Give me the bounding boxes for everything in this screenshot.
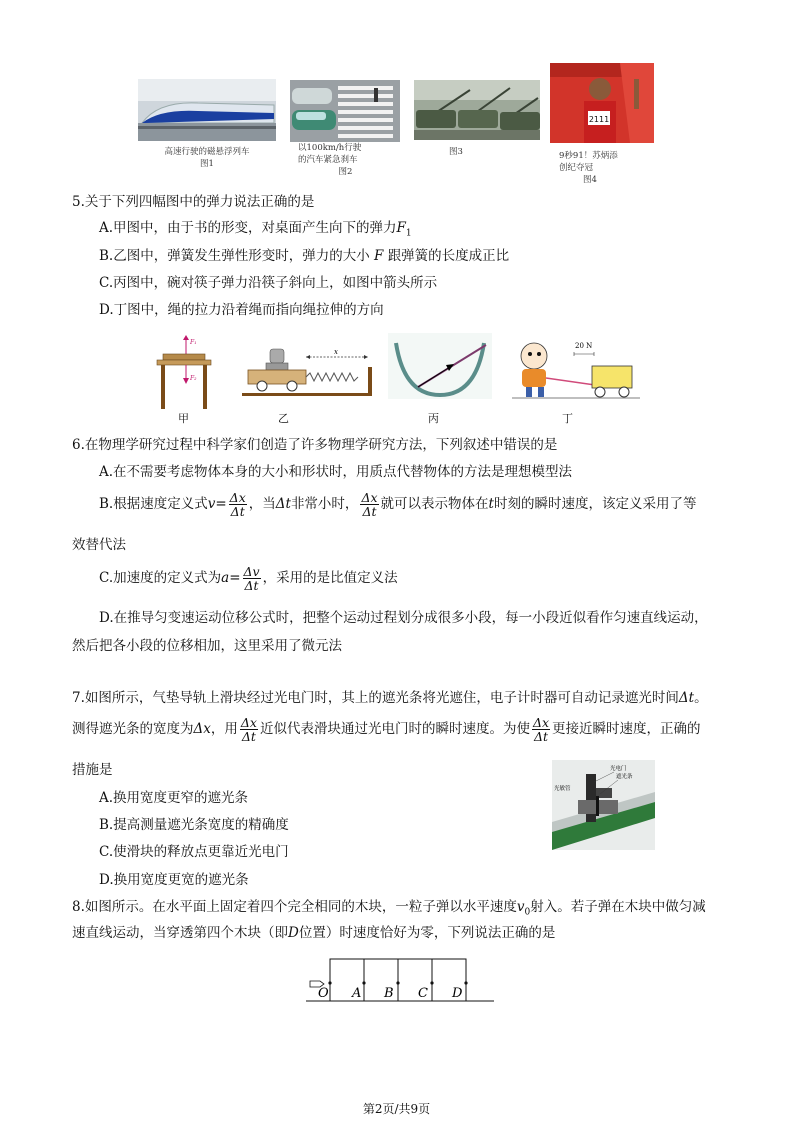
- photo-1-caption: 高速行驶的磁悬浮列车 图1: [164, 147, 250, 169]
- maglev-train-photo: [138, 79, 276, 141]
- sprinter-photo: [550, 63, 654, 143]
- bullet-wood-blocks-figure: [306, 957, 494, 1005]
- fig-label-yi: 乙: [278, 412, 289, 425]
- light-tube-label: 光敏管: [554, 786, 571, 792]
- q6-option-d: D.在推导匀变速运动位移公式时，把整个运动过程划分成很多小段，每一小段近似看作匀速直线运动，: [99, 610, 708, 626]
- q5-option-a: A.甲图中，由于书的形变，对桌面产生向下的弹力$F_1$: [99, 220, 412, 239]
- q6-stem: 6.在物理学研究过程中科学家们创造了许多物理学研究方法，下列叙述中错误的是: [72, 437, 558, 453]
- point-a-label: A: [352, 986, 362, 1001]
- photo-2-caption: 以100km/h行驶 的汽车紧急刹车 图2: [298, 143, 362, 177]
- figure-ding-boy-pulling-cart: [512, 336, 640, 402]
- q7-option-d: D.换用宽度更宽的遮光条: [99, 872, 249, 888]
- q7-line-3: 措施是: [72, 762, 113, 778]
- q7-option-a: A.换用宽度更窄的遮光条: [99, 790, 249, 806]
- figure-jia-book-on-table: [155, 334, 215, 410]
- fig-label-jia: 甲: [178, 412, 189, 425]
- q5-option-b: B.乙图中，弹簧发生弹性形变时，弹力的大小 F 跟弹簧的长度成正比: [99, 248, 510, 264]
- fraction-dx-dt: $\frac{\Delta x}{\Delta t}$: [229, 490, 246, 519]
- q5-option-d: D.丁图中，绳的拉力沿着绳而指向绳拉伸的方向: [99, 302, 384, 318]
- point-c-label: C: [418, 986, 428, 1001]
- photo-4-caption: 9秒91！苏炳添 创纪夺冠 图4: [559, 151, 618, 185]
- q6-option-b-cont: 效替代法: [72, 537, 126, 553]
- q6-option-c: C.加速度的定义式为a= $\frac{\Delta v}{\Delta t}$ ，采用的是比值定义法: [99, 564, 398, 593]
- photo-3-caption: 图3: [449, 147, 463, 157]
- photogate-photo: [552, 760, 655, 850]
- fraction-dx-dt: $\frac{\Delta x}{\Delta t}$: [532, 715, 550, 744]
- fig-label-ding: 丁: [562, 412, 573, 425]
- figure-yi-cart-spring: [240, 345, 375, 400]
- force-20n-label: 20 N: [575, 342, 593, 350]
- q8-line-2: 速直线运动，当穿透第四个木块（即D位置）时速度恰好为零，下列说法正确的是: [72, 925, 556, 941]
- fraction-dx-dt: $\frac{\Delta x}{\Delta t}$: [240, 715, 257, 744]
- tanks-photo: [414, 80, 540, 140]
- page-number: 第2页/共9页: [362, 1102, 431, 1116]
- photogate-label: 光电门: [610, 766, 627, 772]
- bib-number: 2111: [588, 115, 610, 124]
- light-strip-label: 遮光条: [616, 774, 633, 780]
- force-f1-label: F₁: [190, 339, 197, 346]
- point-b-label: B: [384, 986, 394, 1001]
- force-f2-label: F₂: [190, 375, 197, 382]
- fraction-dv-dt: $\frac{\Delta v}{\Delta t}$: [243, 564, 260, 593]
- car-braking-photo: [290, 80, 400, 142]
- q5-stem: 5.关于下列四幅图中的弹力说法正确的是: [72, 194, 315, 210]
- q6-option-d-cont: 然后把各小段的位移相加，这里采用了微元法: [72, 638, 342, 654]
- point-d-label: D: [452, 986, 463, 1001]
- q6-option-a: A.在不需要考虑物体本身的大小和形状时，用质点代替物体的方法是理想模型法: [99, 464, 573, 480]
- q5-option-c: C.丙图中，碗对筷子弹力沿筷子斜向上，如图中箭头所示: [99, 275, 438, 291]
- point-o-label: O: [318, 986, 329, 1001]
- q7-option-b: B.提高测量遮光条宽度的精确度: [99, 817, 289, 833]
- q7-line-1: 7.如图所示，气垫导轨上滑块经过光电门时，其上的遮光条将光遮住，电子计时器可自动记录遮光时间Δt。: [72, 690, 708, 706]
- figure-bing-bowl-chopstick: [388, 333, 492, 399]
- spring-x-label: x: [334, 348, 338, 356]
- q6-option-b: B.根据速度定义式v= $\frac{\Delta x}{\Delta t}$ ，当Δt非常小时， $\frac{\Delta x}{\Delta t}$ 就可以表示物体在t时刻的瞬时速度，该定义采用了等: [99, 490, 697, 519]
- fraction-dx-dt: $\frac{\Delta x}{\Delta t}$: [361, 490, 378, 519]
- fig-label-bing: 丙: [428, 412, 439, 425]
- q7-line-2: 测得遮光条的宽度为Δx，用 $\frac{\Delta x}{\Delta t}$ 近似代表滑块通过光电门时的瞬时速度。为使 $\frac{\Delta x}{\Delta t}$ 更接近瞬时速度，正确的: [72, 715, 701, 744]
- q8-line-1: 8.如图所示。在水平面上固定着四个完全相同的木块，一粒子弹以水平速度$v_0$射入。若子弹在木块中做匀减: [72, 899, 706, 918]
- q7-option-c: C.使滑块的释放点更靠近光电门: [99, 844, 289, 860]
